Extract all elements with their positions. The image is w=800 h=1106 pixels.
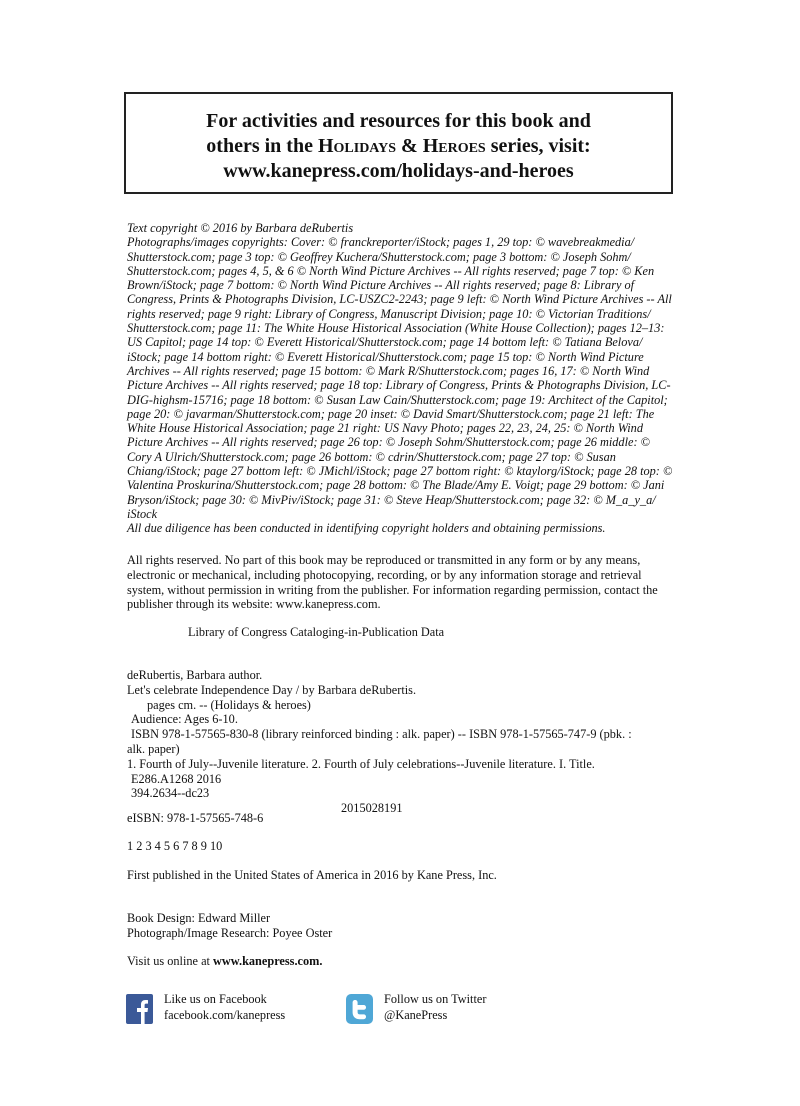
- website-link[interactable]: www.kanepress.com.: [213, 954, 323, 968]
- cip-heading: Library of Congress Cataloging-in-Publication Data: [188, 625, 445, 639]
- cip-isbn-continued: alk. paper): [127, 741, 180, 756]
- rights-statement: All rights reserved. No part of this book may be reproduced or transmitted in any form or by any means, electronic or mechanical, including photocopying, recording, or by any information storage and retrieval system, without permission in writing from the publisher. For information regarding permission, contact the publisher through its website: www.kanepress.com.: [127, 553, 658, 612]
- promo-line-2: others in the Holidays & Heroes series, visit:: [206, 135, 591, 157]
- facebook-label: Like us on Facebook: [164, 992, 267, 1006]
- twitter-block[interactable]: [346, 992, 546, 1026]
- text-copyright: Text copyright © 2016 by Barbara deRubertis: [127, 221, 354, 235]
- cip-data: [127, 668, 667, 816]
- cip-author: deRubertis, Barbara author.: [127, 668, 263, 682]
- cip-pages: pages cm. -- (Holidays & heroes): [147, 697, 311, 712]
- twitter-label: Follow us on Twitter: [384, 992, 487, 1006]
- photo-research-credit: Photograph/Image Research: Poyee Oster: [127, 926, 333, 940]
- eisbn: eISBN: 978-1-57565-748-6: [127, 811, 264, 825]
- twitter-icon[interactable]: [346, 994, 373, 1024]
- book-design-credit: Book Design: Edward Miller: [127, 911, 271, 925]
- series-name: Holidays & Heroes: [317, 135, 486, 157]
- first-published: First published in the United States of America in 2016 by Kane Press, Inc.: [127, 868, 497, 882]
- facebook-block[interactable]: [126, 992, 326, 1026]
- promo-url[interactable]: www.kanepress.com/holidays-and-heroes: [223, 160, 574, 182]
- cip-audience: Audience: Ages 6-10.: [131, 712, 238, 727]
- facebook-url[interactable]: facebook.com/kanepress: [164, 1007, 286, 1022]
- twitter-handle[interactable]: @KanePress: [384, 1007, 448, 1022]
- photo-credits: Photographs/images copyrights: Cover: © franckreporter/iStock; pages 1, 29 top: © wavebreakmedia/ Shutterstock.com; page 3 top: © Geoffrey Kuchera/Shutterstock.com; page 3 bottom: © Joseph Sohm/ Shutterstock.com; pages 4, 5, & 6 © North Wind Picture Archives -- All rights reserved; page 7 top: © Ken Brown/iStock; page 7 bottom: © North Wind Picture Archives -- All rights reserved; page 8: Library of Congress, Prints & Photographs Division, LC-USZC2-2243; page 9 left: © North Wind Picture Archives -- All rights reserved; page 9 right: Library of Congress, Manuscript Division; page 10: © Victorian Traditions/ Shutterstock.com; page 11: The White House Historical Association (White House Collection); pages 12–13: US Capitol; page 14 top: © Everett Historical/Shutterstock.com; page 14 bottom left: © Tatiana Belova/ iStock; page 14 bottom right: © Everett Historical/Shutterstock.com; page 15 top: © North Wind Picture Archives -- All rights reserved; page 15 bottom: © Mark R/Shutterstock.com; pages 16, 17: © North Wind Picture Archives -- All rights reserved; page 18 top: Library of Congress, Prints & Photographs Division, LC-DIG-highsm-15716; page 18 bottom: © Susan Law Cain/Shutterstock.com; page 19: Architect of the Capitol; page 20: © javarman/Shutterstock.com; page 20 inset: © David Smart/Shutterstock.com; page 21 left: The White House Historical Association; page 21 right: US Navy Photo; pages 22, 23, 24, 25: © North Wind Picture Archives -- All rights reserved; page 26 top: © Joseph Sohm/Shutterstock.com; page 26 middle: © Cory A Ulrich/Shutterstock.com; page 26 bottom: © cdrin/Shutterstock.com; page 27 top: © Susan Chiang/iStock; page 27 bottom left: © JMichl/iStock; page 27 bottom right: © ktaylorg/iStock; page 28 top: © Valentina Proskurina/Shutterstock.com; page 28 bottom: © The Blade/Amy E. Voigt; page 29 bottom: © Jani Bryson/iStock; page 30: © MivPiv/iStock; page 31: © Steve Heap/Shutterstock.com; page 32: © M_a_y_a/ iStock: [127, 235, 673, 521]
- cip-lccn: 2015028191: [341, 801, 403, 816]
- facebook-text: [164, 992, 285, 1023]
- copyright-credits: [127, 221, 675, 536]
- cip-lcc: E286.A1268 2016: [131, 771, 222, 786]
- cip-ddc: 394.2634--dc23: [131, 786, 210, 801]
- cip-isbn: ISBN 978-1-57565-830-8 (library reinforced binding : alk. paper) -- ISBN 978-1-57565-747-9 (pbk. :: [131, 727, 632, 742]
- twitter-text: [384, 992, 486, 1023]
- due-diligence-note: All due diligence has been conducted in identifying copyright holders and obtaining permissions.: [127, 521, 606, 536]
- facebook-icon[interactable]: [126, 994, 153, 1024]
- cip-subjects: 1. Fourth of July--Juvenile literature. 2. Fourth of July celebrations--Juvenile literature. I. Title.: [127, 756, 595, 771]
- promo-line-1: For activities and resources for this book and: [206, 110, 591, 132]
- visit-online: Visit us online at www.kanepress.com.: [127, 954, 323, 968]
- cip-title: Let's celebrate Independence Day / by Barbara deRubertis.: [127, 682, 417, 697]
- printing-line: 1 2 3 4 5 6 7 8 9 10: [127, 839, 223, 853]
- resources-promo-box: [124, 92, 673, 194]
